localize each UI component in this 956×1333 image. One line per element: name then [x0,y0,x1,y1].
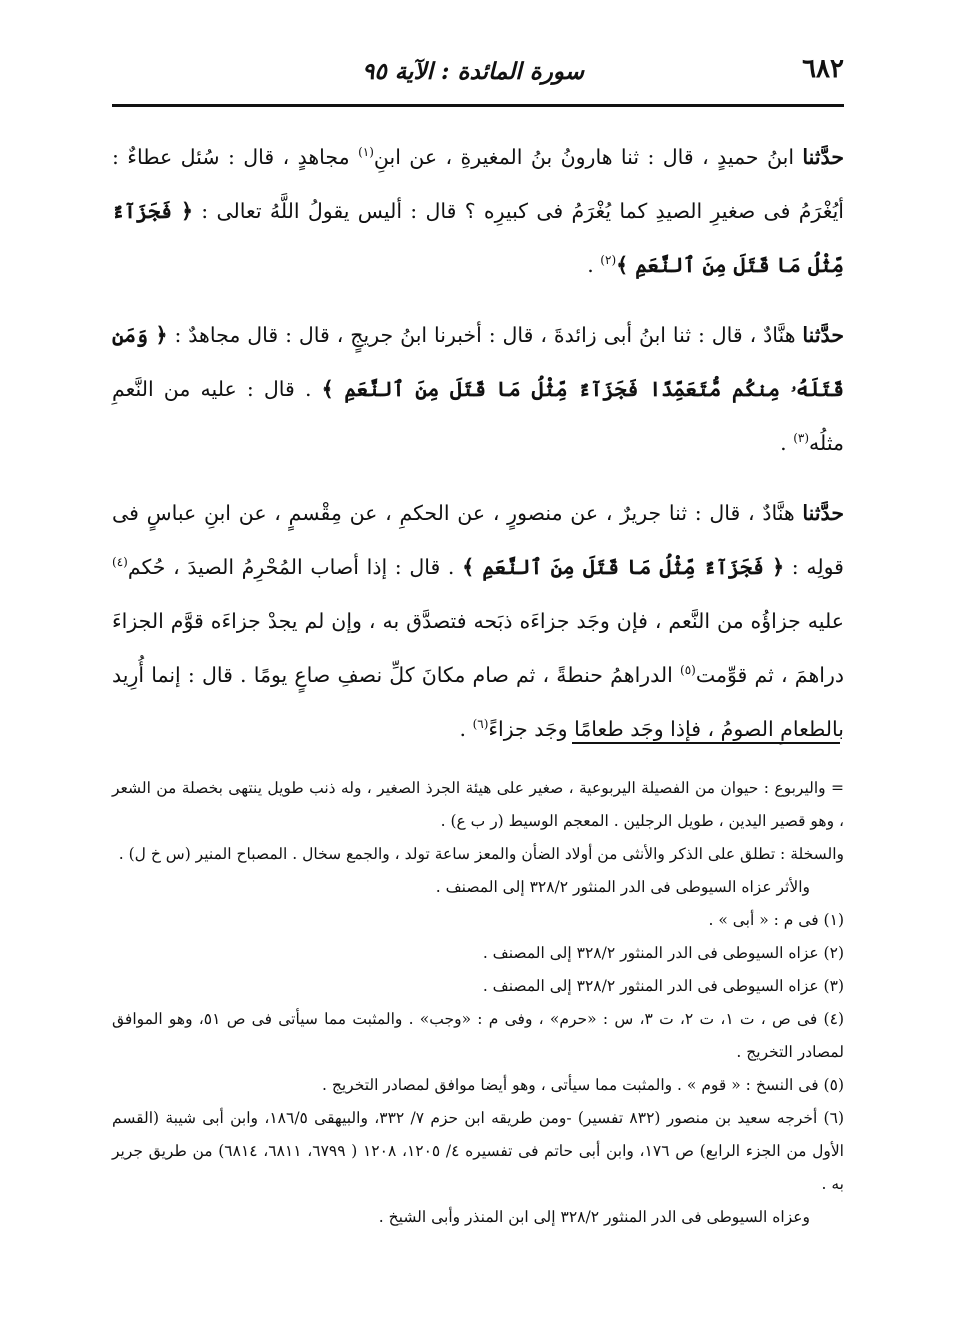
isnad-lead: حدَّثنا [802,323,844,347]
quran-verse: ﴿ وَمَن قَتَلَهُۥ مِنكُم مُّتَعَمِّدًا فَجَزَآءٌ مِّثْلُ مَا قَتَلَ مِنَ ٱلنَّعَمِ ﴾ [112,323,844,401]
paragraph-3 [112,486,844,756]
footnote-5: (٥) فى النسخ : « قوم » . والمثبت مما سيأتى ، وهو أيضا موافق لمصادر التخريج . [321,1076,844,1094]
paragraph-text: . [459,717,473,741]
footnote-ref: (١) [358,145,374,160]
isnad-lead: حدَّثنا [802,501,844,525]
paragraph-text: هنَّادٌ ، قال : ثنا جريرٌ ، عن منصورٍ ، عن الحكمِ ، عن مِقْسمٍ ، عن ابنِ عباسٍ فى قولِه : [112,501,844,579]
main-text [112,130,844,772]
footnote-2: (٢) عزاه السيوطى فى الدر المنثور ٣٢٨/٢ إلى المصنف . [482,944,844,962]
paragraph-text: هنَّادٌ ، قال : ثنا ابنُ أبى زائدةَ ، قال : أخبرنا ابنُ جريجٍ ، قال : قال مجاهدٌ : [167,323,803,347]
paragraph-text: الدراهمُ حنطةً ، ثم صام مكانَ كلِّ نصفِ صاعٍ يومًا . قال : إنما أُرِيد بالطعامِ الصومُ ، فإذا وجَد طعامًا وجَد جزاءً [112,663,844,741]
quran-verse: ﴿ فَجَزَآءٌ مِّثْلُ مَا قَتَلَ مِنَ ٱلنَّعَمِ ﴾ [462,555,785,579]
footnote-ref: (٤) [112,555,128,570]
footnote-ref: (٢) [600,253,617,268]
footnote-ref: (٣) [793,431,810,446]
paragraph-1 [112,130,844,292]
footnote-6: (٦) أخرجه سعيد بن منصور (٨٣٢ تفسير) -ومن طريقه ابن حزم ٧/ ٣٣٢، والبيهقى ١٨٦/٥، وابن أبى شيبة (القسم الأول من الجزء الرابع) ص ١٧٦، وابن أبى حاتم فى تفسيره ٤/ ١٢٠٥، ١٢٠٨ ( ٦٧٩٩، ٦٨١١، ٦٨١٤) من طريق جرير به . [112,1109,844,1193]
footnote-continuation: والأثر عزاه السيوطى فى الدر المنثور ٣٢٨/٢ إلى المصنف . [435,878,810,896]
page-number: ٦٨٢ [802,54,844,84]
page-header [112,54,844,94]
footnote-continuation: = واليربوع : حيوان من الفصيلة اليربوعية ، صغير على هيئة الجرذ الصغير ، وله ذنب طويل ينتهى بخصلة من الشعر ، وهو قصير اليدين ، طويل الرجلين . المعجم الوسيط (ر ب ع) . [112,779,844,830]
footnote-1: (١) فى م : « أبى » . [708,911,844,929]
running-title: سورة المائدة : الآية ٩٥ [362,58,585,85]
header-rule [112,104,844,107]
paragraph-text: عليه جزاؤُه من النَّعم ، فإن وجَد جزاءَه ذبَحه فتصدَّق به ، وإن لم يجدْ جزاءَه قوَّم الجزاءَ دراهمَ ، ثم قوِّمت [112,609,844,687]
footnote-ref: (٥) [680,663,696,678]
paragraph-text: . [587,253,601,277]
paragraph-text: . [780,431,794,455]
paragraph-2 [112,308,844,470]
footnotes [112,772,844,1234]
paragraph-text: مجاهدٍ ، قال : سُئل عطاءٌ : أيُغْرَمُ فى صغيرِ الصيدِ كما يُغْرَمُ فى كبيرِه ؟ قال : أليس يقولُ اللَّهُ تعالى : [112,145,844,223]
footnote-3: (٣) عزاه السيوطى فى الدر المنثور ٣٢٨/٢ إلى المصنف . [482,977,844,995]
footnote-ref: (٦) [472,717,489,732]
isnad-lead: حدَّثنا [802,145,844,169]
paragraph-text: ابنُ حميدٍ ، قال : ثنا هارونُ بنُ المغيرةِ ، عن ابنِ [373,145,803,169]
footnote-6-continuation: وعزاه السيوطى فى الدر المنثور ٣٢٨/٢ إلى ابن المنذر وأبى الشيخ . [378,1208,810,1226]
paragraph-text: . قال : عليه من النَّعمِ مثلُه [112,377,844,455]
footnote-continuation: والسخلة : تطلق على الذكر والأنثى من أولاد الضأن والمعز ساعة تولد ، والجمع سخال . المصباح المنير (س خ ل) . [118,845,844,863]
footnote-4: (٤) فى ص ، ت ١، ت ٢، ت ٣، س : «حرم» ، وفى م : «وجب» . والمثبت مما سيأتى فى ص ٥١، وهو الموافق لمصادر التخريج . [112,1010,844,1061]
footnote-separator [572,742,840,744]
paragraph-text: . قال : إذا أصاب المُحْرِمُ الصيدَ ، حُكم [127,555,463,579]
quran-verse: ﴿ فَجَزَآءٌ مِّثْلُ مَا قَتَلَ مِنَ ٱلنَّعَمِ ﴾ [112,199,844,277]
